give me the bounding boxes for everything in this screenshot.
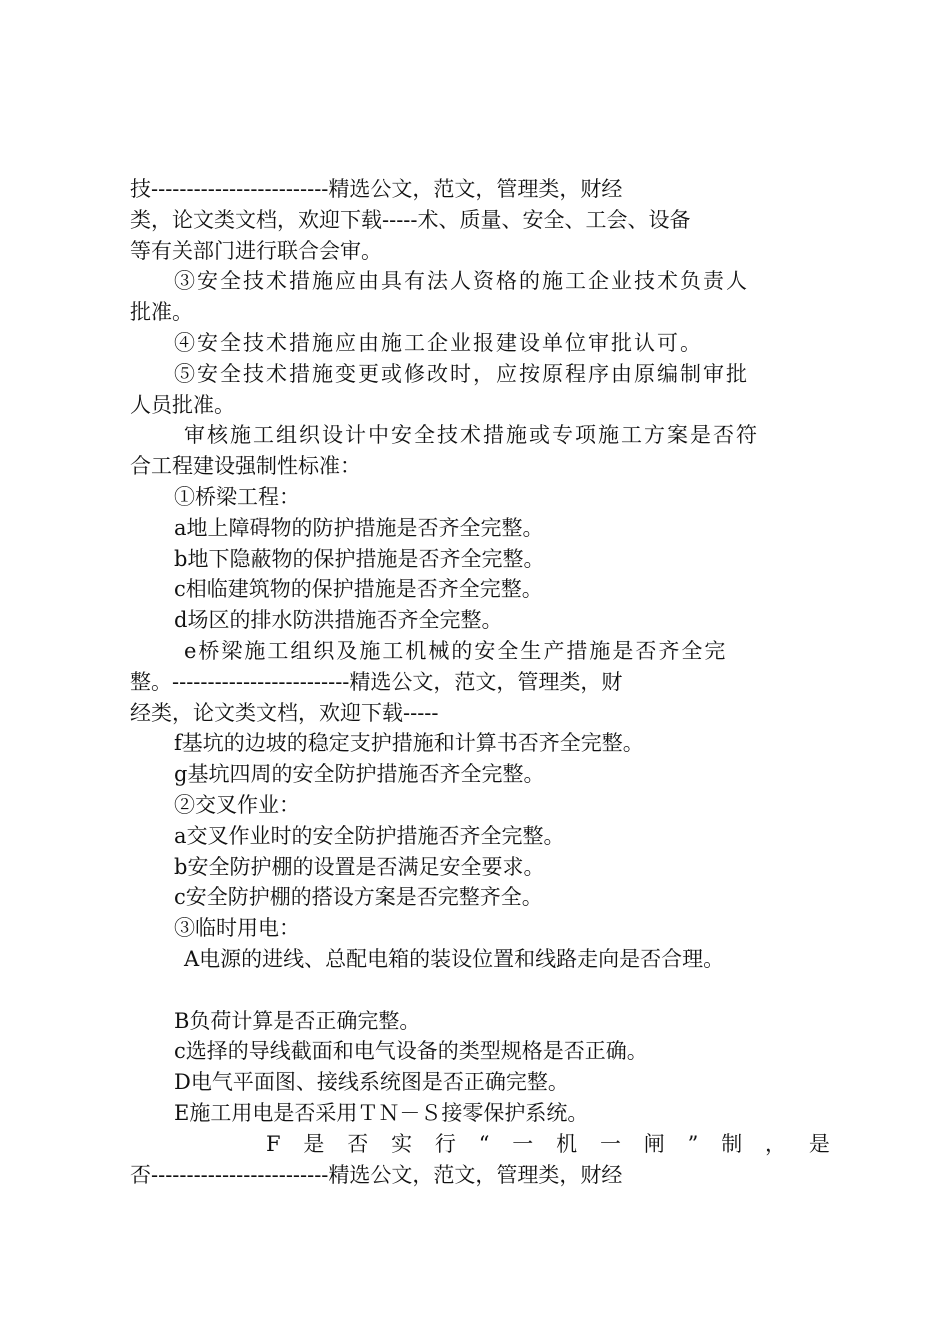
justified-char: “: [478, 1131, 490, 1156]
text-line: c相临建筑物的保护措施是否齐全完整。: [174, 577, 543, 602]
text-line: 经类，论文类文档，欢迎下载-----: [130, 700, 439, 725]
text-line: ③临时用电：: [174, 916, 300, 941]
text-line: 等有关部门进行联合会审。: [130, 238, 382, 263]
text-line: d场区的排水防洪措施否齐全完整。: [174, 608, 503, 633]
justified-text-line: [130, 1129, 830, 1160]
justified-char: 行: [434, 1131, 456, 1156]
text-line: c选择的导线截面和电气设备的类型规格是否正确。: [174, 1039, 648, 1064]
text-line: D电气平面图、接线系统图是否正确完整。: [174, 1070, 569, 1095]
justified-char: F: [266, 1131, 281, 1156]
justified-char: 制: [721, 1131, 743, 1156]
text-line: ①桥梁工程：: [174, 484, 300, 509]
text-line: 否-------------------------精选公文，范文，管理类，财经: [130, 1162, 623, 1187]
text-line: e桥梁施工组织及施工机械的安全生产措施是否齐全完: [184, 638, 728, 663]
text-line: ⑤安全技术措施变更或修改时，应按原程序由原编制审批: [174, 361, 749, 386]
justified-char: 一: [599, 1131, 621, 1156]
text-line: 合工程建设强制性标准：: [130, 454, 361, 479]
text-line: b地下隐蔽物的保护措施是否齐全完整。: [174, 546, 545, 571]
text-line: b安全防护棚的设置是否满足安全要求。: [174, 854, 545, 879]
justified-char: ，: [765, 1131, 787, 1156]
text-line: 批准。: [130, 300, 193, 325]
justified-char: 是: [808, 1131, 830, 1156]
text-line: c安全防护棚的搭设方案是否完整齐全。: [174, 885, 543, 910]
justified-char: 闸: [643, 1131, 665, 1156]
text-line: B负荷计算是否正确完整。: [174, 1008, 421, 1033]
text-line: ④安全技术措施应由施工企业报建设单位审批认可。: [174, 330, 703, 355]
justified-char: 否: [347, 1131, 369, 1156]
text-line: 技-------------------------精选公文，范文，管理类，财经: [130, 177, 623, 201]
text-line: ③安全技术措施应由具有法人资格的施工企业技术负责人: [174, 269, 749, 294]
text-line: ②交叉作业：: [174, 792, 300, 817]
justified-char: 实: [391, 1131, 413, 1156]
text-line: g基坑四周的安全防护措施否齐全完整。: [174, 762, 545, 787]
text-line: a地上障碍物的防护措施是否齐全完整。: [174, 515, 544, 540]
document-body: [130, 174, 830, 1190]
text-line: f基坑的边坡的稳定支护措施和计算书否齐全完整。: [174, 731, 644, 756]
justified-char: 机: [556, 1131, 578, 1156]
justified-char: 一: [512, 1131, 534, 1156]
text-line: A电源的进线、总配电箱的装设位置和线路走向是否合理。: [184, 946, 725, 971]
text-line: E施工用电是否采用ＴＮ－Ｓ接零保护系统。: [174, 1100, 589, 1125]
text-line: 人员批准。: [130, 392, 235, 417]
text-line: 审核施工组织设计中安全技术措施或专项施工方案是否符: [184, 423, 759, 448]
text-line: 整。-------------------------精选公文，范文，管理类，财: [130, 669, 623, 694]
text-line: a交叉作业时的安全防护措施否齐全完整。: [174, 823, 565, 848]
blank-line: [130, 975, 830, 1006]
justified-char: ”: [687, 1131, 699, 1156]
justified-char: 是: [303, 1131, 325, 1156]
text-line: 类，论文类文档，欢迎下载-----术、质量、安全、工会、设备: [130, 207, 691, 232]
